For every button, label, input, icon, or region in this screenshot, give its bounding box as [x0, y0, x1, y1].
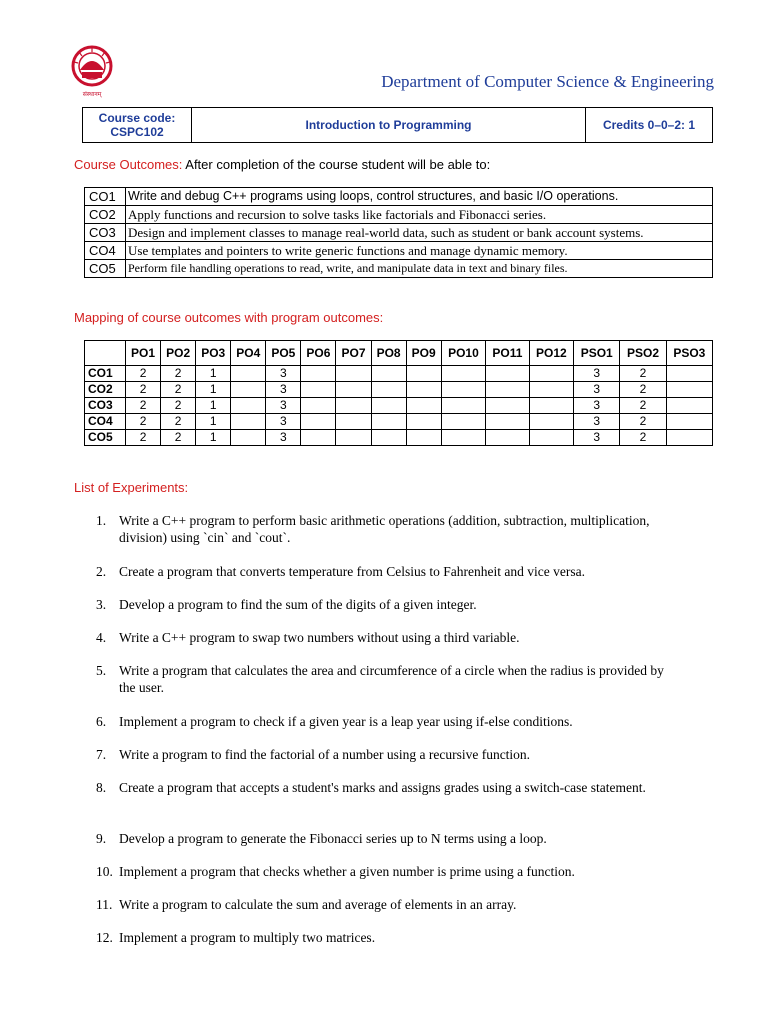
co-description: Design and implement classes to manage real-world data, such as student or bank account systems. [126, 224, 713, 242]
experiment-number: 2. [96, 564, 107, 579]
experiment-item [96, 779, 676, 796]
po-cell [371, 430, 406, 446]
experiment-text: Write a C++ program to swap two numbers without using a third variable. [119, 630, 520, 645]
experiment-text: Create a program that converts temperature from Celsius to Fahrenheit and vice versa. [119, 564, 585, 579]
po-cell: 1 [196, 430, 231, 446]
po-cell: 2 [620, 366, 666, 382]
experiment-item [96, 746, 676, 763]
po-cell [231, 382, 266, 398]
po-row-header: CO1 [85, 366, 126, 382]
po-cell [336, 382, 371, 398]
experiment-number: 6. [96, 714, 107, 729]
po-cell [666, 382, 712, 398]
co-description: Use templates and pointers to write generic functions and manage dynamic memory. [126, 242, 713, 260]
co-row [85, 224, 713, 242]
po-cell: 2 [126, 382, 161, 398]
experiment-number: 8. [96, 780, 107, 795]
po-cell [336, 414, 371, 430]
po-column-header: PSO3 [666, 341, 712, 366]
po-cell [301, 430, 336, 446]
experiment-text: Write a program that calculates the area and circumference of a circle when the radius is provided by the user. [119, 663, 664, 695]
po-cell [231, 366, 266, 382]
po-cell [301, 414, 336, 430]
experiment-item [96, 830, 676, 847]
co-description: Apply functions and recursion to solve tasks like factorials and Fibonacci series. [126, 206, 713, 224]
course-outcomes-table [84, 187, 713, 278]
experiment-number: 5. [96, 663, 107, 678]
po-row [85, 382, 713, 398]
experiment-item [96, 596, 676, 613]
po-cell [529, 366, 573, 382]
po-column-header: PO9 [406, 341, 441, 366]
po-cell: 3 [574, 398, 620, 414]
course-title: Introduction to Programming [192, 108, 586, 143]
po-mapping-table [84, 340, 713, 446]
po-cell [529, 414, 573, 430]
co-row [85, 260, 713, 278]
po-cell [529, 398, 573, 414]
po-cell: 3 [266, 398, 301, 414]
experiment-number: 7. [96, 747, 107, 762]
po-cell [529, 382, 573, 398]
experiment-text: Create a program that accepts a student's marks and assigns grades using a switch-case statement. [119, 780, 646, 795]
po-row-header: CO3 [85, 398, 126, 414]
course-outcomes-heading [74, 157, 490, 172]
experiment-item [96, 629, 676, 646]
po-cell: 3 [574, 366, 620, 382]
experiment-item [96, 896, 676, 913]
po-cell: 1 [196, 366, 231, 382]
co-description: Write and debug C++ programs using loops, control structures, and basic I/O operations. [126, 188, 713, 206]
po-row [85, 366, 713, 382]
course-outcomes-label: Course Outcomes: [74, 157, 183, 172]
po-column-header: PSO2 [620, 341, 666, 366]
course-credits: Credits 0–0–2: 1 [586, 108, 713, 143]
po-cell [336, 366, 371, 382]
experiment-text: Develop a program to generate the Fibonacci series up to N terms using a loop. [119, 831, 547, 846]
po-cell: 2 [620, 430, 666, 446]
po-cell: 2 [161, 430, 196, 446]
po-cell: 2 [620, 398, 666, 414]
po-cell: 3 [266, 430, 301, 446]
po-cell [371, 414, 406, 430]
po-column-header: PO2 [161, 341, 196, 366]
po-cell: 2 [126, 430, 161, 446]
po-cell: 2 [161, 414, 196, 430]
po-cell [441, 430, 485, 446]
po-cell: 2 [620, 414, 666, 430]
po-row-header: CO5 [85, 430, 126, 446]
po-cell: 2 [126, 414, 161, 430]
po-cell: 3 [574, 382, 620, 398]
department-title: Department of Computer Science & Engineering [381, 72, 714, 91]
po-cell [336, 398, 371, 414]
po-cell [371, 382, 406, 398]
institute-logo [68, 44, 116, 100]
co-code: CO2 [85, 206, 126, 224]
po-column-header: PO7 [336, 341, 371, 366]
po-cell [666, 414, 712, 430]
experiment-number: 10. [96, 864, 113, 879]
experiment-item [96, 929, 676, 946]
po-cell: 2 [126, 366, 161, 382]
experiment-text: Implement a program to multiply two matrices. [119, 930, 376, 945]
experiment-item [96, 863, 676, 880]
experiment-item [96, 563, 676, 580]
co-row [85, 206, 713, 224]
po-column-header: PO5 [266, 341, 301, 366]
po-cell [441, 366, 485, 382]
experiment-number: 4. [96, 630, 107, 645]
po-cell [406, 382, 441, 398]
po-corner-cell [85, 341, 126, 366]
po-row [85, 430, 713, 446]
po-row-header: CO2 [85, 382, 126, 398]
experiments-heading: List of Experiments: [74, 480, 189, 495]
logo-caption: संस्थानम् [82, 91, 102, 98]
po-cell: 3 [266, 366, 301, 382]
po-cell [406, 414, 441, 430]
po-cell [336, 430, 371, 446]
po-cell: 3 [574, 414, 620, 430]
po-cell: 1 [196, 382, 231, 398]
po-cell: 3 [574, 430, 620, 446]
experiment-item [96, 662, 676, 696]
po-header-row [85, 341, 713, 366]
po-cell: 2 [161, 366, 196, 382]
po-cell [231, 430, 266, 446]
po-cell [441, 382, 485, 398]
po-row-header: CO4 [85, 414, 126, 430]
po-cell: 3 [266, 382, 301, 398]
po-column-header: PO8 [371, 341, 406, 366]
po-cell [486, 430, 530, 446]
po-column-header: PO12 [529, 341, 573, 366]
po-cell [231, 398, 266, 414]
experiment-number: 12. [96, 930, 113, 945]
po-cell [486, 382, 530, 398]
co-row [85, 188, 713, 206]
po-cell: 1 [196, 414, 231, 430]
po-cell [441, 398, 485, 414]
co-description: Perform file handling operations to read, write, and manipulate data in text and binary files. [126, 260, 713, 278]
po-cell [301, 366, 336, 382]
po-cell [486, 414, 530, 430]
po-cell [406, 366, 441, 382]
experiment-text: Implement a program that checks whether a given number is prime using a function. [119, 864, 575, 879]
experiment-text: Write a C++ program to perform basic arithmetic operations (addition, subtraction, multiplication, division) using `cin` and `cout`. [119, 513, 650, 545]
po-cell [406, 430, 441, 446]
experiment-text: Develop a program to find the sum of the digits of a given integer. [119, 597, 477, 612]
po-row [85, 414, 713, 430]
experiment-item [96, 713, 676, 730]
po-column-header: PO10 [441, 341, 485, 366]
experiment-text: Implement a program to check if a given year is a leap year using if-else conditions. [119, 714, 573, 729]
co-code: CO5 [85, 260, 126, 278]
po-cell [441, 414, 485, 430]
po-column-header: PO11 [486, 341, 530, 366]
experiment-item [96, 512, 676, 546]
mapping-heading: Mapping of course outcomes with program outcomes: [74, 310, 384, 325]
po-cell [486, 398, 530, 414]
po-cell: 2 [161, 398, 196, 414]
po-column-header: PO1 [126, 341, 161, 366]
po-cell: 3 [266, 414, 301, 430]
po-cell [666, 366, 712, 382]
experiment-number: 1. [96, 513, 107, 528]
po-cell [231, 414, 266, 430]
po-cell [371, 398, 406, 414]
po-column-header: PO4 [231, 341, 266, 366]
course-code: Course code: CSPC102 [83, 108, 192, 143]
experiment-number: 11. [96, 897, 113, 912]
course-info-table [82, 107, 713, 143]
co-code: CO4 [85, 242, 126, 260]
po-row [85, 398, 713, 414]
po-cell: 2 [126, 398, 161, 414]
po-cell [301, 382, 336, 398]
po-column-header: PO6 [301, 341, 336, 366]
po-cell [666, 398, 712, 414]
experiment-text: Write a program to find the factorial of a number using a recursive function. [119, 747, 531, 762]
experiment-number: 9. [96, 831, 107, 846]
course-outcomes-intro: After completion of the course student will be able to: [182, 157, 491, 172]
po-cell [666, 430, 712, 446]
po-cell: 1 [196, 398, 231, 414]
po-cell [301, 398, 336, 414]
po-cell [371, 366, 406, 382]
co-row [85, 242, 713, 260]
experiment-number: 3. [96, 597, 107, 612]
co-code: CO1 [85, 188, 126, 206]
po-cell: 2 [620, 382, 666, 398]
po-column-header: PO3 [196, 341, 231, 366]
po-cell [406, 398, 441, 414]
po-cell [486, 366, 530, 382]
po-column-header: PSO1 [574, 341, 620, 366]
po-cell: 2 [161, 382, 196, 398]
experiment-text: Write a program to calculate the sum and average of elements in an array. [119, 897, 517, 912]
co-code: CO3 [85, 224, 126, 242]
po-cell [529, 430, 573, 446]
